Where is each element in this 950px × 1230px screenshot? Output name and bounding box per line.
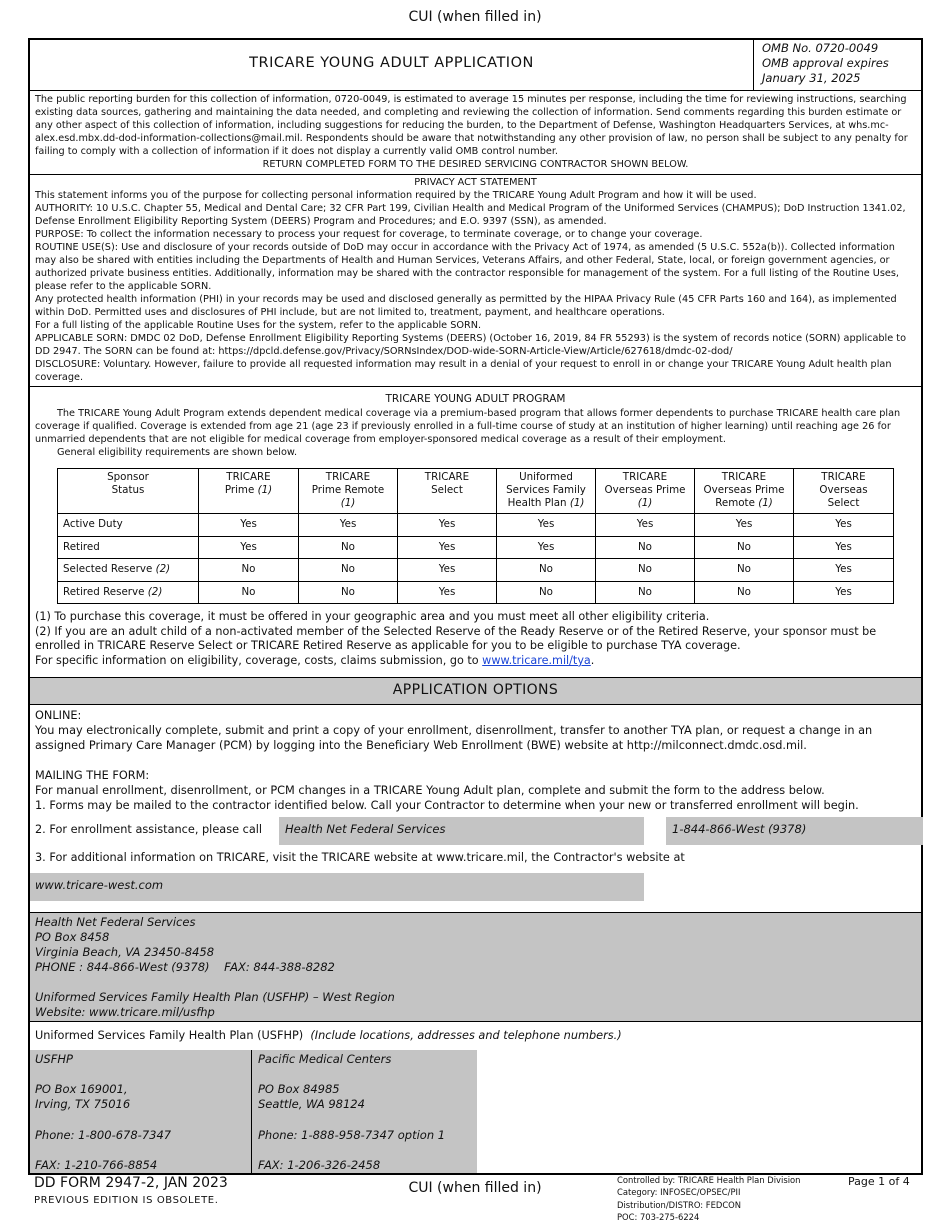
table-cell: Yes: [695, 514, 794, 537]
privacy-heading: PRIVACY ACT STATEMENT: [414, 177, 537, 188]
table-row: [58, 514, 894, 537]
table-cell: No: [695, 536, 794, 559]
privacy-act-statement: [30, 175, 921, 387]
usfhp-label: Uniformed Services Family Health Plan (USFHP) (Include locations, addresses and telephone numbers.): [35, 1029, 622, 1042]
online-text: You may electronically complete, submit and print a copy of your enrollment, disenrollment, transfer to another TYA plan, or request a change in an assigned Primary Care Manager (PCM) by logging into the Beneficiary Web Enrollment (BWE) website at http://milconnect.dmdc.osd.mil.: [35, 724, 873, 752]
table-cell: Yes: [497, 514, 596, 537]
table-cell: Yes: [794, 581, 894, 604]
table-cell: Yes: [596, 514, 695, 537]
row-status: Active Duty: [58, 514, 199, 537]
header-tricare-overseas-prime: TRICARE Overseas Prime (1): [596, 469, 695, 514]
return-instruction: RETURN COMPLETED FORM TO THE DESIRED SERVICING CONTRACTOR SHOWN BELOW.: [262, 159, 689, 170]
table-cell: Yes: [794, 559, 894, 582]
burden-statement: [30, 91, 921, 175]
header-tricare-overseas-prime-remote: TRICARE Overseas Prime Remote (1): [695, 469, 794, 514]
omb-expires-label: OMB approval expires: [762, 56, 889, 70]
header-sponsor-status: Sponsor Status: [58, 469, 199, 514]
usfhp-name: USFHP: [35, 1052, 73, 1066]
usfhp-address: PO Box 169001,: [35, 1082, 128, 1097]
contractor-name-field[interactable]: Health Net Federal Services: [279, 817, 644, 845]
privacy-purpose: PURPOSE: To collect the information necessary to process your request for coverage, to terminate coverage, or to change your coverage.: [35, 229, 703, 240]
usfhp-city: Seattle, WA 98124: [258, 1097, 365, 1112]
contractor-phone-field[interactable]: 1-844-866-West (9378): [666, 817, 923, 845]
table-cell: Yes: [398, 581, 497, 604]
table-cell: No: [497, 581, 596, 604]
privacy-full-listing: For a full listing of the applicable Routine Uses for the system, refer to the applicable SORN.: [35, 320, 482, 331]
table-cell: Yes: [199, 536, 299, 559]
note-1: (1) To purchase this coverage, it must be offered in your geographic area and you must meet all other eligibility criteria.: [35, 610, 710, 623]
enrollment-assistance-row: [30, 817, 921, 845]
header-tricare-prime-remote: TRICARE Prime Remote (1): [299, 469, 398, 514]
privacy-routine-uses: ROUTINE USE(S): Use and disclosure of your records outside of DoD may occur in accordance with the Privacy Act of 1974, as amended (5 U.S.C. 552a(b)). Collected information may also be shared with entities including the Departments of Health and Human Services, Veterans Affairs, and other Federal, State, local, or foreign government agencies, or authorized private business entities. Additionally, information may be shared with the contractor responsible for management of the system. For a full listing of the Routine Uses, please refer to the applicable SORN.: [35, 242, 900, 292]
eligibility-notes: [35, 610, 916, 668]
category: Category: INFOSEC/OPSEC/PII: [617, 1187, 741, 1198]
privacy-authority: AUTHORITY: 10 U.S.C. Chapter 55, Medical and Dental Care; 32 CFR Part 199, Civilian Health and Medical Program of the Uniformed Services (CHAMPUS); DoD Instruction 1341.02, Defense Enrollment Eligibility Reporting System (DEERS) Program and Procedures; and E.O. 9397 (SSN), as amended.: [35, 203, 906, 227]
page-number: Page 1 of 4: [848, 1175, 910, 1188]
header-tricare-prime: TRICARE Prime (1): [199, 469, 299, 514]
tya-program-section: [30, 387, 921, 678]
mailing-label: MAILING THE FORM:: [35, 769, 150, 782]
table-cell: Yes: [794, 536, 894, 559]
table-row: [58, 559, 894, 582]
tricare-tya-link[interactable]: www.tricare.mil/tya: [482, 653, 591, 667]
usfhp-fax: FAX: 1-210-766-8854: [35, 1157, 158, 1172]
title-row: [30, 40, 921, 91]
application-options-heading: APPLICATION OPTIONS: [30, 678, 921, 705]
table-cell: Yes: [199, 514, 299, 537]
header-tricare-select: TRICARE Select: [398, 469, 497, 514]
header-usfhp: Uniformed Services Family Health Plan (1): [497, 469, 596, 514]
additional-info-label: 3. For additional information on TRICARE, visit the TRICARE website at www.tricare.mil, the Contractor's website at: [35, 851, 685, 864]
table-cell: Yes: [398, 559, 497, 582]
row-status: Selected Reserve (2): [58, 559, 199, 582]
usfhp-phone: Phone: 1-888-958-7347 option 1: [258, 1127, 446, 1142]
mailing-item-1: 1. Forms may be mailed to the contractor identified below. Call your Contractor to determine when your new or transferred enrollment will begin.: [35, 799, 859, 812]
header-tricare-overseas-select: TRICARE Overseas Select: [794, 469, 894, 514]
cui-marking-top: CUI (when filled in): [408, 9, 542, 25]
omb-box: [753, 40, 921, 90]
privacy-sorn: APPLICABLE SORN: DMDC 02 DoD, Defense Enrollment Eligibility Reporting Systems (DEERS) (October 16, 2019, 84 FR 55293) is the system of records notice (SORN) applicable to DD 2947. The SORN can be found at: https://dpcld.defense.gov/Privacy/SORNsIndex/DOD-wide-SORN-Article-View/Article/627618/dmdc-02-dod/: [35, 333, 906, 357]
enrollment-assistance-label: 2. For enrollment assistance, please call: [35, 823, 263, 836]
omb-number: OMB No. 0720-0049: [762, 41, 879, 55]
address-line: Website: www.tricare.mil/usfhp: [35, 1005, 215, 1019]
table-cell: Yes: [794, 514, 894, 537]
address-line: PHONE : 844-866-West (9378) FAX: 844-388-8282: [35, 960, 335, 974]
table-cell: No: [596, 536, 695, 559]
note-3: For specific information on eligibility, coverage, costs, claims submission, go to www.tricare.mil/tya.: [35, 653, 595, 667]
table-cell: No: [199, 559, 299, 582]
usfhp-location-field-1[interactable]: [30, 1050, 252, 1173]
usfhp-city: Irving, TX 75016: [35, 1097, 131, 1112]
table-row: [58, 581, 894, 604]
form-title: TRICARE YOUNG ADULT APPLICATION: [249, 55, 534, 71]
usfhp-phone: Phone: 1-800-678-7347: [35, 1127, 172, 1142]
usfhp-name: Pacific Medical Centers: [258, 1052, 392, 1066]
address-line: Health Net Federal Services: [35, 915, 196, 929]
table-cell: No: [299, 581, 398, 604]
address-line: Uniformed Services Family Health Plan (USFHP) – West Region: [35, 990, 395, 1004]
mailing-text: For manual enrollment, disenrollment, or PCM changes in a TRICARE Young Adult plan, complete and submit the form to the address below.: [35, 784, 825, 797]
poc: POC: 703-275-6224: [617, 1211, 700, 1222]
tya-heading: TRICARE YOUNG ADULT PROGRAM: [385, 393, 566, 405]
table-cell: No: [497, 559, 596, 582]
controlled-by: Controlled by: TRICARE Health Plan Division: [617, 1175, 801, 1185]
table-cell: Yes: [299, 514, 398, 537]
usfhp-location-field-2[interactable]: [252, 1050, 477, 1173]
tya-eligibility-intro: General eligibility requirements are shown below.: [57, 447, 298, 458]
table-cell: No: [596, 581, 695, 604]
table-cell: No: [695, 581, 794, 604]
contractor-address-field[interactable]: [30, 912, 921, 1022]
distribution: Distribution/DISTRO: FEDCON: [617, 1199, 742, 1210]
privacy-intro: This statement informs you of the purpose for collecting personal information required by the TRICARE Young Adult Program and how it will be used.: [35, 190, 757, 201]
table-cell: Yes: [497, 536, 596, 559]
contractor-website-field[interactable]: www.tricare-west.com: [30, 873, 644, 901]
note-2: (2) If you are an adult child of a non-activated member of the Selected Reserve of the Ready Reserve or of the Retired Reserve, your sponsor must be enrolled in TRICARE Reserve Select or TRICARE Retired Reserve as applicable for you to be eligible to purchase TYA coverage.: [35, 624, 877, 653]
table-cell: Yes: [398, 514, 497, 537]
table-cell: No: [596, 559, 695, 582]
address-line: PO Box 8458: [35, 930, 110, 944]
eligibility-header-row: [58, 469, 894, 514]
table-cell: Yes: [398, 536, 497, 559]
table-cell: No: [695, 559, 794, 582]
previous-edition-note: PREVIOUS EDITION IS OBSOLETE.: [34, 1195, 219, 1206]
application-options: [30, 705, 921, 813]
online-label: ONLINE:: [35, 709, 82, 722]
form-page: [28, 38, 923, 1175]
eligibility-table: [57, 468, 894, 604]
privacy-phi: Any protected health information (PHI) in your records may be used and disclosed generally as permitted by the HIPAA Privacy Rule (45 CFR Parts 160 and 164), as implemented within DoD. Permitted uses and disclosures of PHI include, but are not limited to, treatment, payment, and healthcare operations.: [35, 294, 897, 318]
table-cell: No: [299, 536, 398, 559]
address-line: Virginia Beach, VA 23450-8458: [35, 945, 215, 959]
table-cell: No: [199, 581, 299, 604]
usfhp-fax: FAX: 1-206-326-2458: [258, 1157, 381, 1172]
table-cell: No: [299, 559, 398, 582]
burden-text: The public reporting burden for this collection of information, 0720-0049, is estimated to average 15 minutes per response, including the time for reviewing instructions, searching existing data sources, gathering and maintaining the data needed, and completing and reviewing the collection of information. Send comments regarding this burden estimate or any other aspect of this collection of information, including suggestions for reducing the burden, to the Department of Defense, Washington Headquarters Services, at whs.mc-alex.esd.mbx.dd-dod-information-collections@mail.mil. Respondents should be aware that notwithstanding any other provision of law, no person shall be subject to any penalty for failing to comply with a collection of information if it does not display a currently valid OMB control number.: [35, 94, 908, 157]
row-status: Retired Reserve (2): [58, 581, 199, 604]
cui-marking-bottom: CUI (when filled in): [408, 1180, 542, 1196]
tya-paragraph: The TRICARE Young Adult Program extends dependent medical coverage via a premium-based program that allows former dependents to purchase TRICARE health care plan coverage if qualified. Coverage is extended from age 21 (age 23 if previously enrolled in a full-time course of study at an institution of higher learning) until reaching age 26 for unmarried dependents that are not eligible for medical coverage from employer-sponsored medical coverage as a result of their employment.: [35, 408, 901, 445]
table-row: [58, 536, 894, 559]
form-number: DD FORM 2947-2, JAN 2023: [34, 1175, 228, 1191]
privacy-disclosure: DISCLOSURE: Voluntary. However, failure to provide all requested information may result in a denial of your request to enroll in or change your TRICARE Young Adult health plan coverage.: [35, 359, 892, 383]
usfhp-address: PO Box 84985: [258, 1082, 340, 1097]
control-block: [617, 1174, 800, 1223]
omb-expires-date: January 31, 2025: [762, 71, 861, 85]
row-status: Retired: [58, 536, 199, 559]
